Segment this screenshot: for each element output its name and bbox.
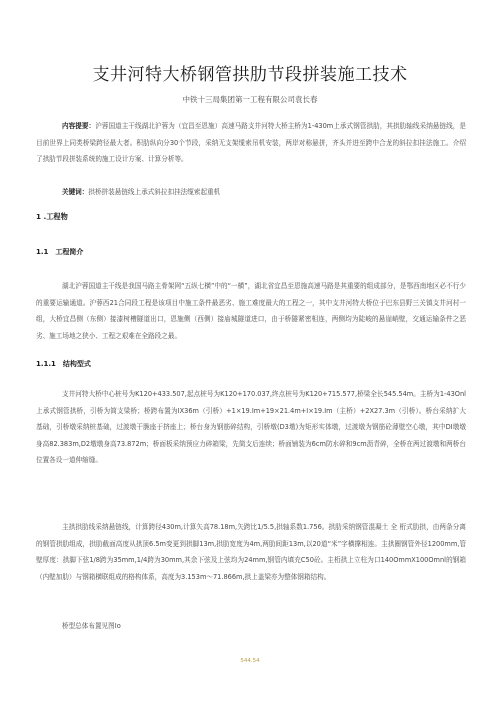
abstract-label: 内容提要： <box>62 122 96 130</box>
keywords-paragraph <box>36 184 466 201</box>
section-heading-1: 1 .工程物 <box>36 212 68 221</box>
footer-number: 544.54 <box>240 658 260 664</box>
author-line: 中铁十三局集团第一工程有限公司袁长春 <box>182 95 318 104</box>
page-title: 支井河特大桥钢管拱肋节段拼装施工技术 <box>92 65 408 85</box>
keywords-text: 拱桥拼装悬链线上承式斜拉扣挂法缆索起重机 <box>88 188 221 196</box>
paragraph-structure-a: 支井河特大桥中心桩号为K120+433.507,起点桩号为K120+170.037,终点桩号为K120+715.577,桥梁全长545.54m。主桥为1-43Onl上承式钢管拱桥，引桥为简支梁桥；桥跨布置为IX36m（引桥）+1×19.Im+19×21.4m+I×19.Im（主桥）+2X27.3m（引桥）。桥台采纳扩大基础，引桥墩采纳桩基础，过渡墩干脆座于挤座上；桥台身为钢筋碎结构，引桥墩(D3墩)为矩形实体墩，过渡墩为钢筋砼薄壁空心墩，其中DI墩墩身高82.383m,D2墩墩身高73.872m；桥面板采纳预应力碎箱梁，先简支后连续；桥面铺装为6cm防水碎和9cm沥青碎，全桥在两过渡墩和两桥台位置各设一道伸缩缝。 <box>36 390 466 464</box>
abstract-paragraph <box>36 118 466 168</box>
paragraph-project-intro: 湖北沪蓉国道主干线是我国马路主骨架网“五纵七横”中的“一横”，湖北省宜昌至恩施高速马路是其重要的组成部分，是鄂西南地区必不行少的重要运输通道。沪蓉西21合同段工程是该项目中施工条件最恶劣、施工难度最大的工程之一，其中支井河特大桥位于巴东县野三关镇支井河村一组，大桥宜昌侧（东侧）接漆树槽隧道出口，恩施侧（西侧）接庙城隧道进口，由于桥隧紧密相连，两侧均为陡峻的悬崖峭壁，交通运输条件之恶劣、施工场地之狭小、工程之艰难在全路段之最。 <box>36 282 466 340</box>
paragraph-structure-b: 主拱拱肋线采纳悬链线，计算跨径430m,计算矢高78.18m,矢跨比1/5.5,拱轴系数1.756。拱肋采纳钢管混凝土 全 桁式肋拱，由两条分离的钢管拱肋组成，拱肋截面高度从拱顶6.5m变更到拱脚13m,拱肋宽度为4m,两肋间距13m,以20道“米”字横撑相连。主拱圈钢管外径1200mm,管壁厚度：拱脚下弦1/8跨为35mm,1/4跨为30mm,其余下弦及上弦均为24mm,钢管内填充C50砼。主桁拱上立柱为口140OmmX100Omnl的钢箱（内壁加肋）与钢箱横联组成的格构体系，高度为3.153m～71.866m,拱上盖梁亦为整体钢箱结构。 <box>36 523 466 581</box>
section-heading-1-1: 1.1 工程简介 <box>36 248 84 256</box>
section-heading-1-1-1: 1.1.1 结构型式 <box>36 360 91 368</box>
paragraph-figure-ref: 桥型总体布置见图Io <box>62 622 121 630</box>
keywords-label: 关键词： <box>62 188 89 196</box>
abstract-text: 沪蓉国道主干线湖北沪蓉为（宜昌至恩施）高速马路支井河特大桥主桥为1-430m上承式钢管拱肋，其拱肋轴线采纳悬链线，是目前世界上同类桥梁跨径最大者。积肋纵向分30个节段，采纳无支架缆索吊机安装，两岸对称悬拼，齐头并进至跨中合龙的斜拉扣挂法施工。介绍了拱肋节段拼装系统的施工设计方案、计算分析等。 <box>36 122 466 163</box>
